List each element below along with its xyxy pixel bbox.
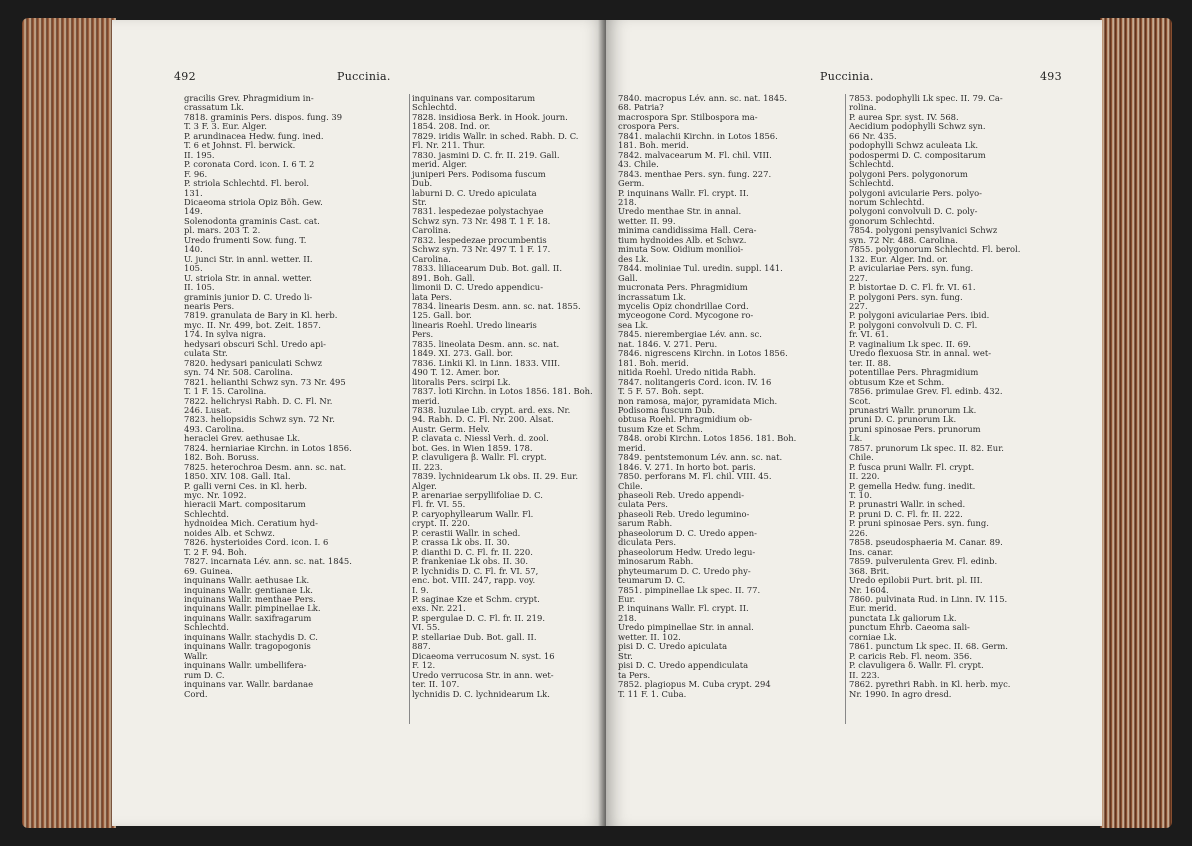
text-line: 7830. jasmini D. C. fr. II. 219. Gall. bbox=[412, 149, 560, 160]
text-line: U. striola Str. in annal. wetter. bbox=[184, 272, 312, 283]
text-line: VI. 55. bbox=[412, 622, 440, 633]
text-line: Str. bbox=[618, 650, 633, 661]
text-line: 227. bbox=[849, 272, 868, 283]
text-line: hydnoidea Mich. Ceratium hyd- bbox=[184, 518, 318, 529]
text-line: punctum Ehrb. Caeoma sali- bbox=[849, 622, 970, 633]
text-line: 1854. 208. Ind. or. bbox=[412, 121, 491, 132]
text-line: 493. Carolina. bbox=[184, 423, 245, 434]
text-line: 7856. primulae Grev. Fl. edinb. 432. bbox=[849, 386, 1003, 397]
text-line: merid. bbox=[618, 442, 646, 453]
text-line: 66 Nr. 435. bbox=[849, 130, 897, 141]
text-line: F. 12. bbox=[412, 660, 436, 671]
text-line: juniperi Pers. Podisoma fuscum bbox=[412, 168, 546, 179]
text-line: P. caricis Reb. Fl. neom. 356. bbox=[849, 650, 973, 661]
text-line: 132. Eur. Alger. Ind. or. bbox=[849, 253, 948, 264]
text-line: P. clavata c. Niessl Verh. d. zool. bbox=[412, 433, 549, 444]
text-line: Germ. bbox=[618, 178, 645, 189]
column-rule-left bbox=[409, 94, 410, 724]
text-line: rum D. C. bbox=[184, 669, 225, 680]
text-line: P. aviculariae Pers. syn. fung. bbox=[849, 263, 974, 274]
text-line: ter. II. 107. bbox=[412, 679, 460, 690]
running-head-right: Puccinia. bbox=[820, 70, 874, 83]
text-line: Solenodonta graminis Cast. cat. bbox=[184, 215, 320, 226]
text-line: inquinans Wallr. menthae Pers. bbox=[184, 594, 316, 605]
text-line: II. 105. bbox=[184, 282, 215, 293]
text-line: Fl. Nr. 211. Thur. bbox=[412, 140, 485, 151]
text-line: lychnidis D. C. lychnidearum Lk. bbox=[412, 688, 550, 699]
text-line: P. frankeniae Lk obs. II. 30. bbox=[412, 556, 529, 567]
text-line: Chile. bbox=[618, 480, 643, 491]
text-line: heraclei Grev. aethusae Lk. bbox=[184, 433, 301, 444]
text-line: inquinans Wallr. tragopogonis bbox=[184, 641, 311, 652]
page-number-left: 492 bbox=[174, 70, 196, 83]
text-line: crassatum Lk. bbox=[184, 102, 244, 113]
text-line: wetter. II. 102. bbox=[618, 631, 681, 642]
text-line: P. bistortae D. C. Fl. fr. VI. 61. bbox=[849, 282, 976, 293]
text-line: prunastri Wallr. prunorum Lk. bbox=[849, 404, 977, 415]
text-line: pisi D. C. Uredo appendiculata bbox=[618, 660, 749, 671]
text-line: 7845. nierembergiae Lév. ann. sc. bbox=[618, 329, 762, 340]
left-page-column-1 bbox=[184, 94, 352, 699]
text-line: 7838. luzulae Lib. crypt. ard. exs. Nr. bbox=[412, 404, 571, 415]
text-line: 7837. loti Kirchn. in Lotos 1856. 181. Boh. bbox=[412, 386, 593, 397]
text-line: Carolina. bbox=[412, 253, 451, 264]
text-line: 182. Boh. Boruss. bbox=[184, 452, 260, 463]
text-line: P. striola Schlechtd. Fl. berol. bbox=[184, 178, 310, 189]
right-page-edges bbox=[1100, 18, 1172, 828]
text-line: 7828. insidiosa Berk. in Hook. journ. bbox=[412, 111, 568, 122]
text-line: minima candidissima Hall. Cera- bbox=[618, 225, 757, 236]
text-line: obtusa Roehl. Phragmidium ob- bbox=[618, 414, 753, 425]
text-line: ta Pers. bbox=[618, 669, 651, 680]
text-line: 7857. prunorum Lk spec. II. 82. Eur. bbox=[849, 442, 1004, 453]
left-page-edges bbox=[22, 18, 116, 828]
text-line: 490 T. 12. Amer. bor. bbox=[412, 367, 500, 378]
text-line: 174. In sylva nigra. bbox=[184, 329, 266, 340]
text-line: merid. Alger. bbox=[412, 159, 468, 170]
text-line: bot. Ges. in Wien 1859. 178. bbox=[412, 442, 533, 453]
text-line: des Lk. bbox=[618, 253, 649, 264]
text-line: myc. II. Nr. 499, bot. Zeit. 1857. bbox=[184, 319, 321, 330]
text-line: Aecidium podophylli Schwz syn. bbox=[849, 121, 986, 132]
text-line: 7847. nolitangeris Cord. icon. IV. 16 bbox=[618, 376, 772, 387]
text-line: norum Schlechtd. bbox=[849, 196, 925, 207]
text-line: U. junci Str. in annl. wetter. II. bbox=[184, 253, 313, 264]
text-line: Schlechtd. bbox=[849, 159, 894, 170]
text-line: minuta Sow. Oidium monilioi- bbox=[618, 244, 744, 255]
text-line: 7840. macropus Lév. ann. sc. nat. 1845. bbox=[618, 93, 788, 103]
text-line: polygoni avicularie Pers. polyo- bbox=[849, 187, 982, 198]
text-line: Ins. canar. bbox=[849, 546, 894, 557]
text-line: inquinans var. compositarum bbox=[412, 93, 536, 103]
left-page bbox=[112, 20, 606, 826]
text-line: P. arundinacea Hedw. fung. ined. bbox=[184, 130, 324, 141]
text-line: myceogone Cord. Mycogone ro- bbox=[618, 310, 754, 321]
text-line: 94. Rabh. D. C. Fl. Nr. 200. Alsat. bbox=[412, 414, 554, 425]
text-line: Nr. 1990. In agro dresd. bbox=[849, 688, 952, 699]
text-line: gonorum Schlechtd. bbox=[849, 215, 935, 226]
text-line: syn. 74 Nr. 508. Carolina. bbox=[184, 367, 293, 378]
running-head-left: Puccinia. bbox=[337, 70, 391, 83]
text-line: Eur. merid. bbox=[849, 603, 897, 614]
text-line: myc. Nr. 1092. bbox=[184, 490, 247, 501]
text-line: 7827. incarnata Lév. ann. sc. nat. 1845. bbox=[184, 556, 352, 567]
text-line: 7826. hysterioides Cord. icon. I. 6 bbox=[184, 537, 329, 548]
text-line: 7854. polygoni pensylvanici Schwz bbox=[849, 225, 998, 236]
text-line: 131. bbox=[184, 187, 203, 198]
text-line: phyteumarum D. C. Uredo phy- bbox=[618, 565, 751, 576]
text-line: Scot. bbox=[849, 395, 871, 406]
text-line: Uredo pimpinellae Str. in annal. bbox=[618, 622, 754, 633]
text-line: 7850. perforans M. Fl. chil. VIII. 45. bbox=[618, 471, 772, 482]
text-line: 140. bbox=[184, 244, 203, 255]
page-number-right: 493 bbox=[1040, 70, 1062, 83]
text-line: polygoni convolvuli D. C. poly- bbox=[849, 206, 978, 217]
text-line: inquinans var. Wallr. bardanae bbox=[184, 679, 314, 690]
text-line: noides Alb. et Schwz. bbox=[184, 527, 275, 538]
text-line: P. fusca pruni Wallr. Fl. crypt. bbox=[849, 461, 975, 472]
text-line: P. polygoni aviculariae Pers. ibid. bbox=[849, 310, 990, 321]
text-line: T. 5 F. 57. Boh. sept. bbox=[618, 386, 705, 397]
text-line: 7818. graminis Pers. dispos. fung. 39 bbox=[184, 111, 343, 122]
text-line: sarum Rabh. bbox=[618, 518, 673, 529]
text-line: Pers. bbox=[412, 329, 434, 340]
text-line: II. 223. bbox=[849, 669, 880, 680]
text-line: T. 11 F. 1. Cuba. bbox=[618, 688, 687, 699]
text-line: 7819. granulata de Bary in Kl. herb. bbox=[184, 310, 338, 321]
text-line: phaseolorum Hedw. Uredo legu- bbox=[618, 546, 756, 557]
text-line: culata Str. bbox=[184, 348, 228, 359]
text-line: Podisoma fuscum Dub. bbox=[618, 404, 715, 415]
text-line: Uredo epilobii Purt. brit. pl. III. bbox=[849, 575, 983, 586]
text-line: 7835. lineolata Desm. ann. sc. nat. bbox=[412, 338, 560, 349]
text-line: graminis junior D. C. Uredo li- bbox=[184, 291, 313, 302]
text-line: 7825. heterochroa Desm. ann. sc. nat. bbox=[184, 461, 347, 472]
right-page-column-1 bbox=[618, 94, 796, 699]
text-line: II. 220. bbox=[849, 471, 880, 482]
text-line: II. 223. bbox=[412, 461, 443, 472]
text-line: sea Lk. bbox=[618, 319, 649, 330]
text-line: T. 1 F. 15. Carolina. bbox=[184, 386, 267, 397]
text-line: P. inquinans Wallr. Fl. crypt. II. bbox=[618, 187, 749, 198]
text-line: hieracii Mart. compositarum bbox=[184, 499, 306, 510]
text-line: inquinans Wallr. umbellifera- bbox=[184, 660, 307, 671]
text-line: Dub. bbox=[412, 178, 433, 189]
text-line: potentillae Pers. Phragmidium bbox=[849, 367, 979, 378]
text-line: tium hydnoides Alb. et Schwz. bbox=[618, 234, 747, 245]
text-line: P. prunastri Wallr. in sched. bbox=[849, 499, 966, 510]
text-line: P. caryophyllearum Wallr. Fl. bbox=[412, 508, 534, 519]
text-line: 7824. herniariae Kirchn. in Lotos 1856. bbox=[184, 442, 352, 453]
text-line: pruni spinosae Pers. prunorum bbox=[849, 423, 981, 434]
text-line: 1850. XIV. 108. Gall. Ital. bbox=[184, 471, 291, 482]
text-line: Wallr. bbox=[184, 650, 208, 661]
text-line: rolina. bbox=[849, 102, 877, 113]
text-line: P. pruni spinosae Pers. syn. fung. bbox=[849, 518, 989, 529]
text-line: Str. bbox=[412, 196, 427, 207]
text-line: tusum Kze et Schm. bbox=[618, 423, 703, 434]
text-line: Schlechtd. bbox=[412, 102, 457, 113]
text-line: P. arenariae serpyllifoliae D. C. bbox=[412, 490, 543, 501]
text-line: 7822. helichrysi Rabh. D. C. Fl. Nr. bbox=[184, 395, 333, 406]
text-line: merid. bbox=[412, 395, 440, 406]
text-line: pruni D. C. prunorum Lk. bbox=[849, 414, 957, 425]
text-line: nat. 1846. V. 271. Peru. bbox=[618, 338, 718, 349]
text-line: P. gemella Hedw. fung. inedit. bbox=[849, 480, 976, 491]
text-line: diculata Pers. bbox=[618, 537, 676, 548]
text-line: P. polygoni Pers. syn. fung. bbox=[849, 291, 963, 302]
text-line: inquinans Wallr. aethusae Lk. bbox=[184, 575, 310, 586]
text-line: Alger. bbox=[412, 480, 437, 491]
text-line: 7834. linearis Desm. ann. sc. nat. 1855. bbox=[412, 300, 581, 311]
text-line: Dicaeoma verrucosum N. syst. 16 bbox=[412, 650, 555, 661]
text-line: crospora Pers. bbox=[618, 121, 680, 132]
text-line: 7858. pseudosphaeria M. Canar. 89. bbox=[849, 537, 1003, 548]
text-line: inquinans Wallr. stachydis D. C. bbox=[184, 631, 318, 642]
text-line: 218. bbox=[618, 196, 637, 207]
text-line: 68. Patria? bbox=[618, 102, 664, 113]
text-line: Schlechtd. bbox=[849, 178, 894, 189]
text-line: Carolina. bbox=[412, 225, 451, 236]
text-line: Uredo frumenti Sow. fung. T. bbox=[184, 234, 307, 245]
text-line: inquinans Wallr. gentianae Lk. bbox=[184, 584, 313, 595]
text-line: 7823. heliopsidis Schwz syn. 72 Nr. bbox=[184, 414, 335, 425]
text-line: P. clavuligera β. Wallr. Fl. crypt. bbox=[412, 452, 547, 463]
text-line: 227. bbox=[849, 300, 868, 311]
text-line: wetter. II. 99. bbox=[618, 215, 676, 226]
text-line: 7841. malachii Kirchn. in Lotos 1856. bbox=[618, 130, 778, 141]
text-line: pisi D. C. Uredo apiculata bbox=[618, 641, 728, 652]
text-line: phaseoli Reb. Uredo legumino- bbox=[618, 508, 750, 519]
right-page-column-2 bbox=[849, 94, 1020, 699]
text-line: Dicaeoma striola Opiz Böh. Gew. bbox=[184, 196, 323, 207]
text-line: 226. bbox=[849, 527, 868, 538]
text-line: T. 6 et Johnst. Fl. berwick. bbox=[184, 140, 296, 151]
text-line: 7846. nigrescens Kirchn. in Lotos 1856. bbox=[618, 348, 788, 359]
text-line: P. inquinans Wallr. Fl. crypt. II. bbox=[618, 603, 749, 614]
text-line: 7839. lychnidearum Lk obs. II. 29. Eur. bbox=[412, 471, 579, 482]
text-line: mucronata Pers. Phragmidium bbox=[618, 282, 748, 293]
text-line: Chile. bbox=[849, 452, 874, 463]
text-line: Gall. bbox=[618, 272, 638, 283]
text-line: 7851. pimpinellae Lk spec. II. 77. bbox=[618, 584, 761, 595]
text-line: T. 2 F. 94. Boh. bbox=[184, 546, 247, 557]
text-line: pl. mars. 203 T. 2. bbox=[184, 225, 261, 236]
text-line: II. 195. bbox=[184, 149, 215, 160]
text-line: 69. Guinea. bbox=[184, 565, 233, 576]
text-line: Austr. Germ. Helv. bbox=[412, 423, 490, 434]
text-line: laburni D. C. Uredo apiculata bbox=[412, 187, 537, 198]
text-line: 181. Boh. merid. bbox=[618, 357, 689, 368]
text-line: enc. bot. VIII. 247, rapp. voy. bbox=[412, 575, 536, 586]
text-line: punctata Lk galiorum Lk. bbox=[849, 612, 957, 623]
right-page bbox=[606, 20, 1102, 826]
text-line: inquinans Wallr. pimpinellae Lk. bbox=[184, 603, 321, 614]
text-line: P. lychnidis D. C. Fl. fr. VI. 57, bbox=[412, 565, 539, 576]
text-line: P. polygoni convolvuli D. C. Fl. bbox=[849, 319, 978, 330]
text-line: 7859. pulverulenta Grev. Fl. edinb. bbox=[849, 556, 998, 567]
text-line: T. 3 F. 3. Eur. Alger. bbox=[184, 121, 267, 132]
column-rule-right bbox=[845, 94, 846, 724]
text-line: fr. VI. 61. bbox=[849, 329, 889, 340]
text-line: litoralis Pers. scirpi Lk. bbox=[412, 376, 511, 387]
text-line: Schwz syn. 73 Nr. 498 T. 1 F. 18. bbox=[412, 215, 551, 226]
text-line: Fl. fr. VI. 55. bbox=[412, 499, 466, 510]
text-line: 887. bbox=[412, 641, 431, 652]
text-line: 7836. Linkii Kl. in Linn. 1833. VIII. bbox=[412, 357, 560, 368]
text-line: 368. Brit. bbox=[849, 565, 890, 576]
text-line: 43. Chile. bbox=[618, 159, 659, 170]
text-line: inquinans Wallr. saxifragarum bbox=[184, 612, 312, 623]
text-line: 125. Gall. bor. bbox=[412, 310, 472, 321]
text-line: P. coronata Cord. icon. I. 6 T. 2 bbox=[184, 159, 315, 170]
text-line: 7849. pentstemonum Lév. ann. sc. nat. bbox=[618, 452, 783, 463]
text-line: Uredo menthae Str. in annal. bbox=[618, 206, 742, 217]
text-line: 7853. podophylli Lk spec. II. 79. Ca- bbox=[849, 93, 1003, 103]
text-line: teumarum D. C. bbox=[618, 575, 686, 586]
text-line: 7855. polygonorum Schlechtd. Fl. berol. bbox=[849, 244, 1021, 255]
text-line: 7862. pyrethri Rabh. in Kl. herb. myc. bbox=[849, 679, 1011, 690]
text-line: lata Pers. bbox=[412, 291, 452, 302]
text-line: Nr. 1604. bbox=[849, 584, 889, 595]
text-line: limonii D. C. Uredo appendicu- bbox=[412, 282, 544, 293]
text-line: podophylli Schwz aculeata Lk. bbox=[849, 140, 979, 151]
text-line: P. vaginalium Lk spec. II. 69. bbox=[849, 338, 971, 349]
text-line: Uredo verrucosa Str. in ann. wet- bbox=[412, 669, 554, 680]
text-line: 7844. moliniae Tul. uredin. suppl. 141. bbox=[618, 263, 783, 274]
text-line: P. spergulae D. C. Fl. fr. II. 219. bbox=[412, 612, 546, 623]
text-line: culata Pers. bbox=[618, 499, 668, 510]
text-line: 7833. liliacearum Dub. Bot. gall. II. bbox=[412, 263, 562, 274]
text-line: P. clavuligera δ. Wallr. Fl. crypt. bbox=[849, 660, 984, 671]
text-line: 7820. hedysari paniculati Schwz bbox=[184, 357, 323, 368]
text-line: podospermi D. C. compositarum bbox=[849, 149, 986, 160]
text-line: phaseolorum D. C. Uredo appen- bbox=[618, 527, 757, 538]
text-line: obtusum Kze et Schm. bbox=[849, 376, 945, 387]
text-line: polygoni Pers. polygonorum bbox=[849, 168, 968, 179]
text-line: P. pruni D. C. Fl. fr. II. 222. bbox=[849, 508, 963, 519]
text-line: P. dianthi D. C. Fl. fr. II. 220. bbox=[412, 546, 533, 557]
text-line: Schwz syn. 73 Nr. 497 T. 1 F. 17. bbox=[412, 244, 551, 255]
text-line: 1849. XI. 273. Gall. bor. bbox=[412, 348, 514, 359]
text-line: P. cerastii Wallr. in sched. bbox=[412, 527, 521, 538]
text-line: ter. II. 88. bbox=[849, 357, 891, 368]
text-line: 246. Lusat. bbox=[184, 404, 232, 415]
text-line: corniae Lk. bbox=[849, 631, 897, 642]
text-line: 7832. lespedezae procumbentis bbox=[412, 234, 547, 245]
text-line: gracilis Grev. Phragmidium in- bbox=[184, 93, 314, 103]
text-line: Cord. bbox=[184, 688, 208, 699]
text-line: exs. Nr. 221. bbox=[412, 603, 466, 614]
text-line: phaseoli Reb. Uredo appendi- bbox=[618, 490, 745, 501]
text-line: P. aurea Spr. syst. IV. 568. bbox=[849, 111, 959, 122]
text-line: Eur. bbox=[618, 594, 636, 605]
text-line: 7842. malvacearum M. Fl. chil. VIII. bbox=[618, 149, 772, 160]
text-line: 7861. punctum Lk spec. II. 68. Germ. bbox=[849, 641, 1008, 652]
text-line: Schlechtd. bbox=[184, 622, 229, 633]
text-line: mycelis Opiz chondrillae Cord. bbox=[618, 300, 749, 311]
text-line: 218. bbox=[618, 612, 637, 623]
text-line: minosarum Rabh. bbox=[618, 556, 694, 567]
text-line: crypt. II. 220. bbox=[412, 518, 471, 529]
text-line: non ramosa, major, pyramidata Mich. bbox=[618, 395, 778, 406]
text-line: Schlechtd. bbox=[184, 508, 229, 519]
text-line: P. crassa Lk obs. II. 30. bbox=[412, 537, 510, 548]
text-line: 7848. orobi Kirchn. Lotos 1856. 181. Boh. bbox=[618, 433, 797, 444]
text-line: linearis Roehl. Uredo linearis bbox=[412, 319, 537, 330]
text-line: 149. bbox=[184, 206, 203, 217]
text-line: 1846. V. 271. In horto bot. paris. bbox=[618, 461, 756, 472]
text-line: 7821. helianthi Schwz syn. 73 Nr. 495 bbox=[184, 376, 346, 387]
text-line: 7829. iridis Wallr. in sched. Rabh. D. C. bbox=[412, 130, 579, 141]
text-line: P. stellariae Dub. Bot. gall. II. bbox=[412, 631, 537, 642]
text-line: I. 9. bbox=[412, 584, 429, 595]
text-line: Uredo flexuosa Str. in annal. wet- bbox=[849, 348, 992, 359]
text-line: 7831. lespedezae polystachyae bbox=[412, 206, 544, 217]
text-line: macrospora Spr. Stilbospora ma- bbox=[618, 111, 758, 122]
text-line: syn. 72 Nr. 488. Carolina. bbox=[849, 234, 958, 245]
text-line: nitida Roehl. Uredo nitida Rabh. bbox=[618, 367, 756, 378]
text-line: 7843. menthae Pers. syn. fung. 227. bbox=[618, 168, 772, 179]
text-line: F. 96. bbox=[184, 168, 208, 179]
left-page-column-2 bbox=[412, 94, 593, 699]
text-line: 105. bbox=[184, 263, 203, 274]
text-line: 7860. pulvinata Rud. in Linn. IV. 115. bbox=[849, 594, 1008, 605]
text-line: P. galli verni Ces. in Kl. herb. bbox=[184, 480, 308, 491]
text-line: 7852. plagiopus M. Cuba crypt. 294 bbox=[618, 679, 771, 690]
text-line: Lk. bbox=[849, 433, 863, 444]
text-line: nearis Pers. bbox=[184, 300, 235, 311]
text-line: 891. Boh. Gall. bbox=[412, 272, 475, 283]
text-line: P. saginae Kze et Schm. crypt. bbox=[412, 594, 540, 605]
text-line: hedysari obscuri Schl. Uredo api- bbox=[184, 338, 326, 349]
text-line: 181. Boh. merid. bbox=[618, 140, 689, 151]
text-line: incrassatum Lk. bbox=[618, 291, 687, 302]
text-line: T. 10. bbox=[849, 490, 872, 501]
